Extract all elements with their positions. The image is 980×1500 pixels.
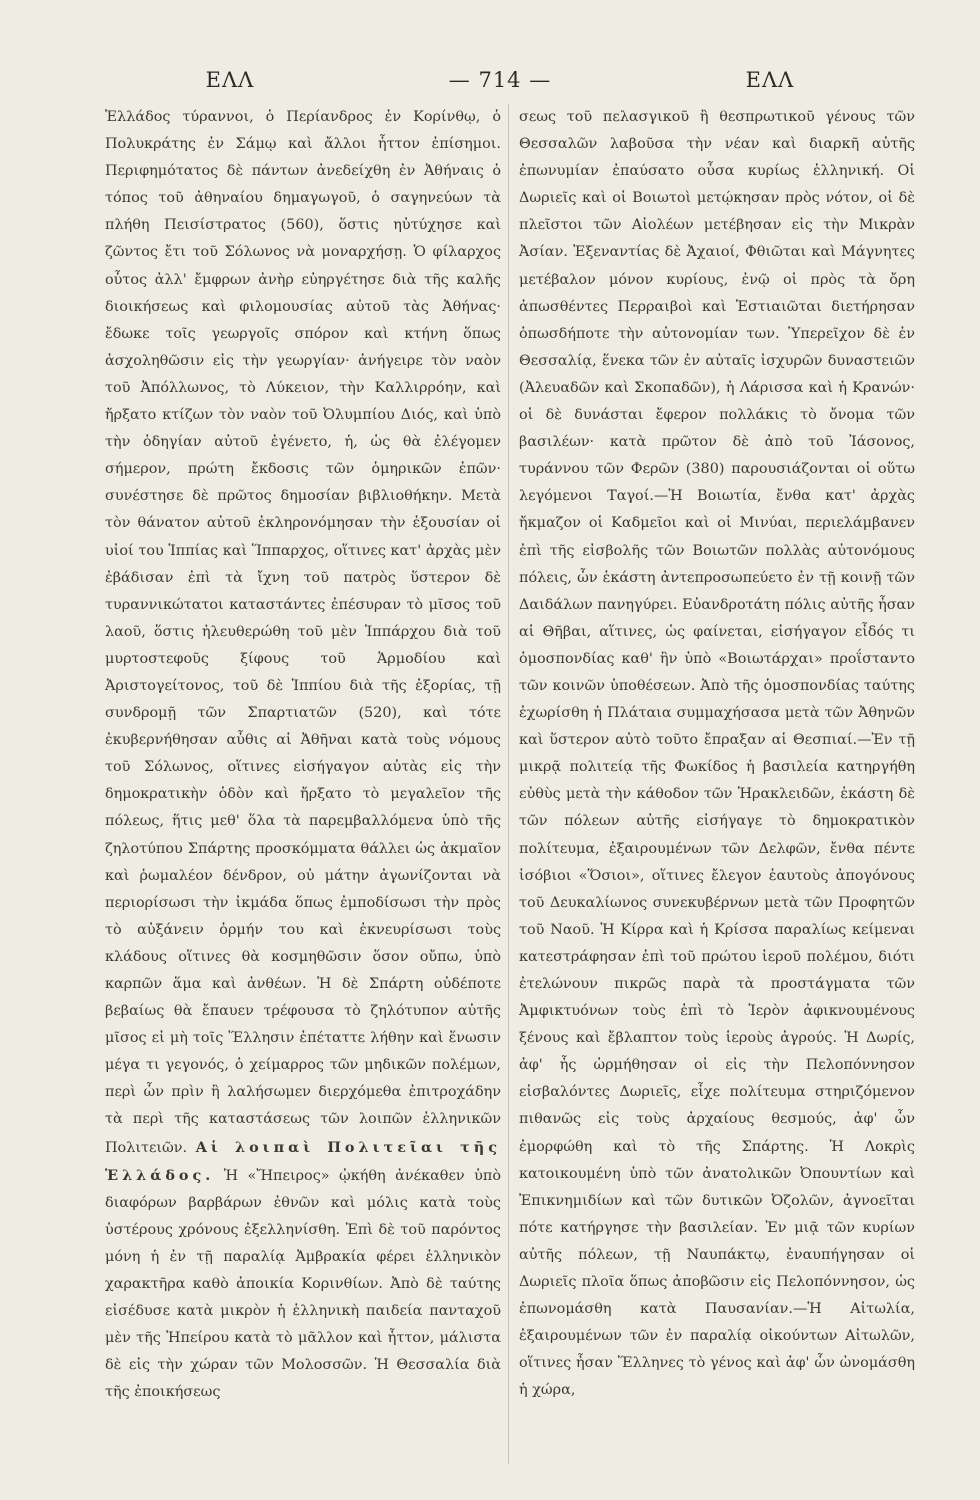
running-head-right: ΕΛΛ bbox=[745, 68, 795, 92]
left-paragraph-1 bbox=[105, 104, 501, 1407]
right-paragraph-1-text: σεως τοῦ πελασγικοῦ ἢ θεσπρωτικοῦ γένους τῶν Θεσσαλῶν λαβοῦσα τὴν νέαν καὶ διαρκῆ αὐτῆς ἐπωνυμίαν ἐπαύσατο οὖσα κυρίως ἑλληνική. Οἱ Δωριεῖς καὶ οἱ Βοιωτοὶ μετῴκησαν πρὸς νότον, οἱ δὲ πλεῖστοι τῶν Αἰολέων μετέβησαν εἰς τὴν Μικρὰν Ἀσίαν. Ἐξεναντίας δὲ Ἀχαιοί, Φθιῶται καὶ Μάγνητες μετέβαλον μόνον κυρίους, ἐνῷ οἱ πρὸς τὰ ὄρη ἀπωσθέντες Περραιβοὶ καὶ Ἑστιαιῶται διετήρησαν ὁπωσδήποτε τὴν αὐτονομίαν των. Ὑπερεῖχον δὲ ἐν Θεσσαλίᾳ, ἕνεκα τῶν ἐν αὐταῖς ἰσχυρῶν δυναστειῶν (Ἀλευαδῶν καὶ Σκοπαδῶν), ἡ Λάρισσα καὶ ἡ Κρανών· οἱ δὲ δυνάσται ἔφερον πολλάκις τὸ ὄνομα τῶν βασιλέων· κατὰ πρῶτον δὲ ἀπὸ τοῦ Ἰάσονος, τυράννου τῶν Φερῶν (380) παρουσιάζονται οἱ οὕτω λεγόμενοι Ταγοί.—Ἡ Βοιωτία, ἔνθα κατ' ἀρχὰς ἤκμαζον οἱ Καδμεῖοι καὶ οἱ Μινύαι, περιελάμβανεν ἐπὶ τῆς εἰσβολῆς τῶν Βοιωτῶν πολλὰς αὐτονόμους πόλεις, ὧν ἑκάστη ἀντεπροσωπεύετο ἐν τῇ κοινῇ τῶν Δαιδάλων πανηγύρει. Εὐανδροτάτη πόλις αὐτῆς ἦσαν αἱ Θῆβαι, αἵτινες, ὡς φαίνεται, εἰσήγαγον εἶδός τι ὁμοσπονδίας καθ' ἣν ὑπὸ «Βοιωτάρχαι» προΐσταντο τῶν κοινῶν ὑποθέσεων. Ἀπὸ τῆς ὁμοσπονδίας ταύτης ἐχωρίσθη ἡ Πλάταια συμμαχήσασα μετὰ τῶν Ἀθηνῶν καὶ ὕστερον αὐτὸ τοῦτο ἔπραξαν αἱ Θεσπιαί.—Ἐν τῇ μικρᾷ πολιτείᾳ τῆς Φωκίδος ἡ βασιλεία κατηργήθη εὐθὺς μετὰ τὴν κάθοδον τῶν Ἡρακλειδῶν, ἑκάστη δὲ τῶν πόλεων αὐτῆς εἰσήγαγε τὸ δημοκρατικὸν πολίτευμα, ἐξαιρουμένων τῶν Δελφῶν, ἔνθα πέντε ἰσόβιοι «Ὅσιοι», οἵτινες ἔλεγον ἑαυτοὺς ἀπογόνους τοῦ Δευκαλίωνος συνεκυβέρνων μετὰ τῶν Προφητῶν τοῦ Ναοῦ. Ἡ Κίρρα καὶ ἡ Κρίσσα παραλίως κείμεναι κατεστράφησαν ἐπὶ τοῦ πρώτου ἱεροῦ πολέμου, διότι ἐτελώνουν πικρῶς παρὰ τὰ προστάγματα τῶν Ἀμφικτυόνων τοὺς ἐπὶ τὸ Ἱερὸν ἀφικνουμένους ξένους καὶ ἔβλαπτον τοὺς ἱεροὺς ἀγρούς. Ἡ Δωρίς, ἀφ' ἧς ὡρμήθησαν οἱ εἰς τὴν Πελοπόννησον εἰσβαλόντες Δωριεῖς, εἶχε πολίτευμα στηριζόμενον πιθανῶς εἰς τοὺς ἀρχαίους θεσμούς, ἀφ' ὧν ἐμορφώθη καὶ τὸ τῆς Σπάρτης. Ἡ Λοκρὶς κατοικουμένη ὑπὸ τῶν ἀνατολικῶν Ὀπουντίων καὶ Ἐπικνημιδίων καὶ τῶν δυτικῶν Ὀζολῶν, ἀγνοεῖται πότε κατήργησε τὴν βασιλείαν. Ἐν μιᾷ τῶν κυρίων αὐτῆς πόλεων, τῇ Ναυπάκτῳ, ἐναυπήγησαν οἱ Δωριεῖς πλοῖα ὅπως ἀποβῶσιν εἰς Πελοπόννησον, ὡς ἐπωνομάσθη κατὰ Παυσανίαν.—Ἡ Αἰτωλία, ἐξαιρουμένων τῶν ἐν παραλίᾳ οἰκούντων Αἰτωλῶν, οἵτινες ἦσαν Ἕλληνες τὸ γένος καὶ ἀφ' ὧν ὠνομάσθη ἡ χώρα, bbox=[519, 109, 915, 1399]
left-column bbox=[105, 104, 505, 1464]
page-header bbox=[100, 60, 900, 100]
left-paragraph-2-text: Ἡ «Ἤπειρος» ᾠκήθη ἀνέκαθεν ὑπὸ διαφόρων βαρβάρων ἐθνῶν καὶ μόλις κατὰ τοὺς ὑστέρους χρόνους ἐξελληνίσθη. Ἐπὶ δὲ τοῦ παρόντος μόνη ἡ ἐν τῇ παραλίᾳ Ἀμβρακία φέρει ἑλληνικὸν χαρακτῆρα καθὸ ἀποικία Κορινθίων. Ἀπὸ δὲ ταύτης εἰσέδυσε κατὰ μικρὸν ἡ ἑλληνικὴ παιδεία πανταχοῦ μὲν τῆς Ἠπείρου κατὰ τὸ μᾶλλον καὶ ἧττον, μάλιστα δὲ εἰς τὴν χώραν τῶν Μολοσσῶν. Ἡ Θεσσαλία διὰ τῆς ἐποικήσεως bbox=[105, 1167, 501, 1401]
running-head-left: ΕΛΛ bbox=[205, 68, 255, 92]
left-paragraph-1-text: Ἑλλάδος τύραννοι, ὁ Περίανδρος ἐν Κορίνθῳ, ὁ Πολυκράτης ἐν Σάμῳ καὶ ἄλλοι ἧττον ἐπίσημοι. Περιφημότατος δὲ πάντων ἀνεδείχθη ἐν Ἀθήναις ὁ τόπος τοῦ ἀθηναίου δημαγωγοῦ, ὁ σαγηνεύων τὰ πλήθη Πεισίστρατος (560), ὅστις ηὐτύχησε καὶ ζῶντος ἔτι τοῦ Σόλωνος νὰ μοναρχήσῃ. Ὁ φίλαρχος οὗτος ἀλλ' ἔμφρων ἀνὴρ εὐηργέτησε διὰ τῆς καλῆς διοικήσεως καὶ φιλομουσίας αὐτοῦ τὰς Ἀθήνας· ἔδωκε τοῖς γεωργοῖς σπόρον καὶ κτήνη ὅπως ἀσχοληθῶσιν εἰς τὴν γεωργίαν· ἀνήγειρε τὸν ναὸν τοῦ Ἀπόλλωνος, τὸ Λύκειον, τὴν Καλλιρρόην, καὶ ἤρξατο κτίζων τὸν ναὸν τοῦ Ὀλυμπίου Διός, καὶ ὑπὸ τὴν ὁδηγίαν αὐτοῦ ἐγένετο, ἡ, ὡς θὰ ἐλέγομεν σήμερον, πρώτη ἔκδοσις τῶν ὁμηρικῶν ἐπῶν· συνέστησε δὲ πρῶτος δημοσίαν βιβλιοθήκην. Μετὰ τὸν θάνατον αὐτοῦ ἐκληρονόμησαν τὴν ἐξουσίαν οἱ υἱοί του Ἱππίας καὶ Ἵππαρχος, οἵτινες κατ' ἀρχὰς μὲν ἐβάδισαν ἐπὶ τὰ ἴχνη τοῦ πατρὸς ὕστερον δὲ τυραννικώτατοι καταστάντες ἐπέσυραν τὸ μῖσος τοῦ λαοῦ, ὅστις ἠλευθερώθη τοῦ μὲν Ἱππάρχου διὰ τοῦ μυρτοστεφοῦς ξίφους τοῦ Ἁρμοδίου καὶ Ἀριστογείτονος, τοῦ δὲ Ἱππίου διὰ τῆς ἐξορίας, τῇ συνδρομῇ τῶν Σπαρτιατῶν (520), καὶ τότε ἐκυβερνήθησαν αὖθις αἱ Ἀθῆναι κατὰ τοὺς νόμους τοῦ Σόλωνος, οἵτινες εἰσήγαγον αὐτὰς εἰς τὴν δημοκρατικὴν ὁδὸν καὶ ἤρξατο τὸ μεγαλεῖον τῆς πόλεως, ἥτις μεθ' ὅλα τὰ παρεμβαλλόμενα ὑπὸ τῆς ζηλοτύπου Σπάρτης προσκόμματα θάλλει ὡς ἀκμαῖον καὶ ῥωμαλέον δένδρον, οὐ μάτην ἀγωνίζονται νὰ περιορίσωσι τὴν ἰκμάδα ὅπως ἐμποδίσωσι τὴν πρὸς τὸ αὐξάνειν ὁρμήν του καὶ ἐκνευρίσωσι τοὺς κλάδους οἵτινες θὰ κοσμηθῶσιν ὅσον οὔπω, ὑπὸ καρπῶν ἅμα καὶ ἀνθέων. Ἡ δὲ Σπάρτη οὐδέποτε βεβαίως θὰ ἔπαυεν τρέφουσα τὸ ζηλότυπον αὐτῆς μῖσος εἰ μὴ τοῖς Ἕλλησιν ἐπέταττε λήθην καὶ ἕνωσιν μέγα τι γεγονός, ὁ χείμαρρος τῶν μηδικῶν πολέμων, περὶ ὧν πρὶν ἢ λαλήσωμεν διερχόμεθα ἐπιτροχάδην τὰ περὶ τῆς καταστάσεως τῶν λοιπῶν ἑλληνικῶν Πολιτειῶν. bbox=[105, 109, 501, 1156]
text-columns bbox=[105, 104, 915, 1464]
section-heading: Αἱ λοιπαὶ Πολιτεῖαι τῆς Ἑλλάδος. bbox=[105, 1138, 501, 1184]
right-paragraph-1 bbox=[519, 104, 915, 1405]
page-number: — 714 — bbox=[448, 68, 552, 92]
right-column bbox=[508, 104, 915, 1464]
